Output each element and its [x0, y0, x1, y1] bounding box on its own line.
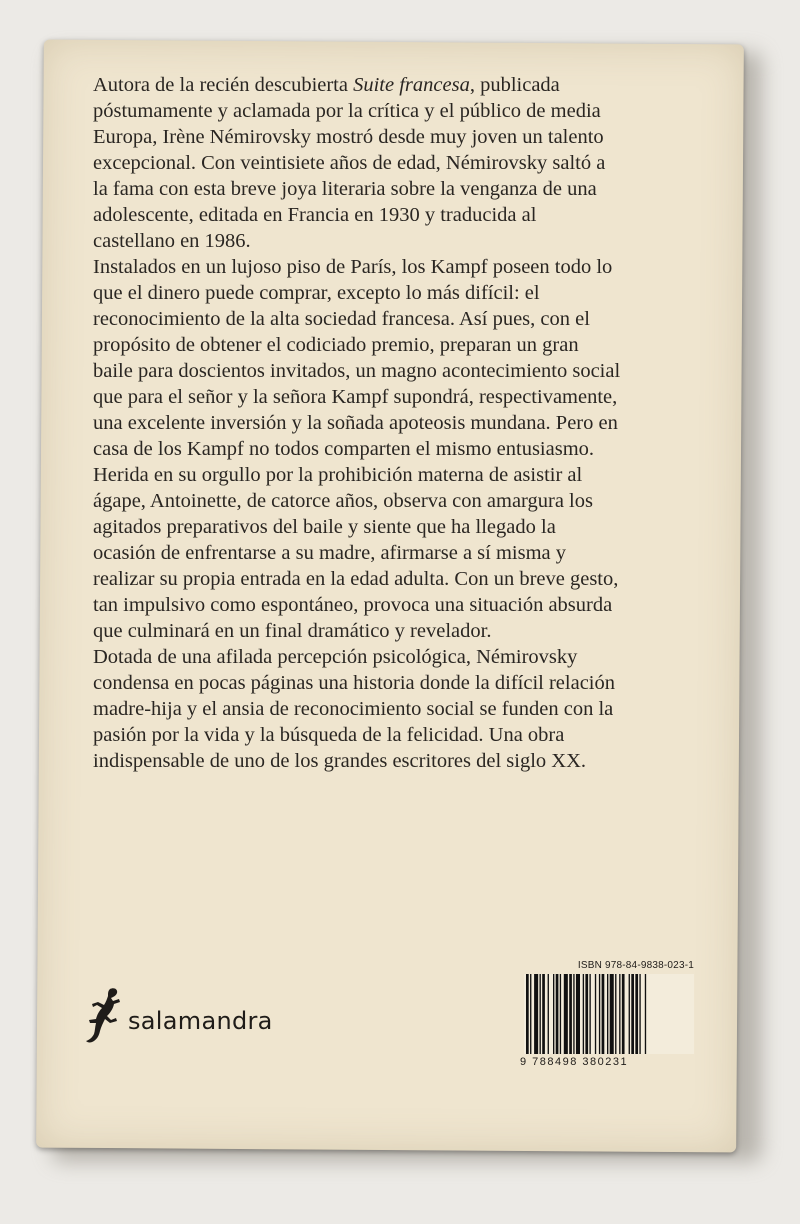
publisher-name: salamandra [128, 1007, 273, 1035]
book-title-suite-francesa: Suite francesa [353, 74, 470, 96]
salamander-icon [80, 985, 126, 1051]
barcode-digits: 9 788498 380231 [520, 1056, 629, 1068]
blurb-paragraph-1: Autora de la recién descubierta Suite francesa, publicada póstumamente y aclamada por la crítica y el público de media Europa, Irène Némirovsky mostró desde muy joven un talento excepcional. Con veintisiete años de edad, Némirovsky saltó a la fama con esta breve joya literaria sobre la venganza de una adolescente, editada en Francia en 1930 y traducida al castellano en 1986. [93, 74, 606, 252]
isbn-label: ISBN 978-84-9838-023-1 [577, 960, 694, 971]
blurb-paragraph-3: Dotada de una afilada percepción psicológica, Némirovsky condensa en pocas páginas una historia donde la difícil relación madre-hija y el ansia de reconocimiento social se funden con la pasión por la vida y la búsqueda de la felicidad. Una obra indispensable de uno de los grandes escritores del siglo XX. [93, 646, 615, 772]
publisher-logo [80, 985, 273, 1051]
back-cover-blurb [93, 72, 623, 774]
isbn-barcode [484, 960, 700, 1066]
barcode-bars [524, 974, 694, 1054]
blurb-paragraph-2: Instalados en un lujoso piso de París, los Kampf poseen todo lo que el dinero puede comprar, excepto lo más difícil: el reconocimiento de la alta sociedad francesa. Así pues, con el propósito de obtener el codiciado premio, preparan un gran baile para doscientos invitados, un magno acontecimiento social que para el señor y la señora Kampf supondrá, respectivamente, una excelente inversión y la soñada apoteosis mundana. Pero en casa de los Kampf no todos comparten el mismo entusiasmo. Herida en su orgullo por la prohibición materna de asistir al ágape, Antoinette, de catorce años, observa con amargura los agitados preparativos del baile y siente que ha llegado la ocasión de enfrentarse a su madre, afirmarse a sí misma y realizar su propia entrada en la edad adulta. Con un breve gesto, tan impulsivo como espontáneo, provoca una situación absurda que culminará en un final dramático y revelador. [93, 256, 621, 642]
